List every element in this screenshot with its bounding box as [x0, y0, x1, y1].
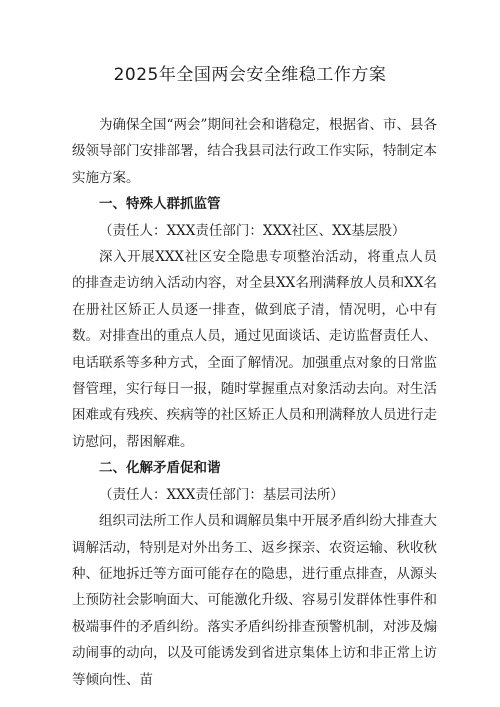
document-body: [72, 112, 437, 693]
section-2-responsibility: （责任人：XXX责任部门：基层司法所）: [99, 486, 344, 503]
section-1-body: 深入开展XXX社区安全隐患专项整治活动，将重点人员的排查走访纳入活动内容，对全县XX名刑满释放人员和XX名在册社区矫正人员逐一排查，做到底子清，情况明，心中有数。对排查出的重点人员，通过见面谈话、走访监督责任人、电话联系等多种方式，全面了解情况。加强重点对象的日常监督管理，实行每日一报，随时掌握重点对象活动去向。对生活困难或有残疾、疾病等的社区矫正人员和刑满释放人员进行走访慰问，帮困解难。: [72, 249, 437, 450]
section-1-heading: 一、特殊人群抓监管: [99, 196, 221, 213]
section-1-responsibility: （责任人：XXX责任部门：XXX社区、XX基层股）: [99, 222, 406, 239]
document-title: 2025年全国两会安全维稳工作方案: [113, 65, 387, 85]
section-2-body: 组织司法所工作人员和调解员集中开展矛盾纠纷大排查大调解活动，特别是对外出务工、返乡探亲、农资运输、秋收秋种、征地拆迁等方面可能存在的隐患，进行重点排查，从源头上预防社会影响面大、可能激化升级、容易引发群体性事件和极端事件的矛盾纠纷。落实矛盾纠纷排查预警机制，对涉及煽动闹事的动向，以及可能诱发到省进京集体上访和非正常上访等倾向性、苗: [72, 513, 437, 688]
section-2-heading: 二、化解矛盾促和谐: [99, 460, 221, 477]
intro-paragraph: 为确保全国“两会”期间社会和谐稳定，根据省、市、县各级领导部门安排部署，结合我县司法行政工作实际，特制定本实施方案。: [72, 117, 437, 186]
